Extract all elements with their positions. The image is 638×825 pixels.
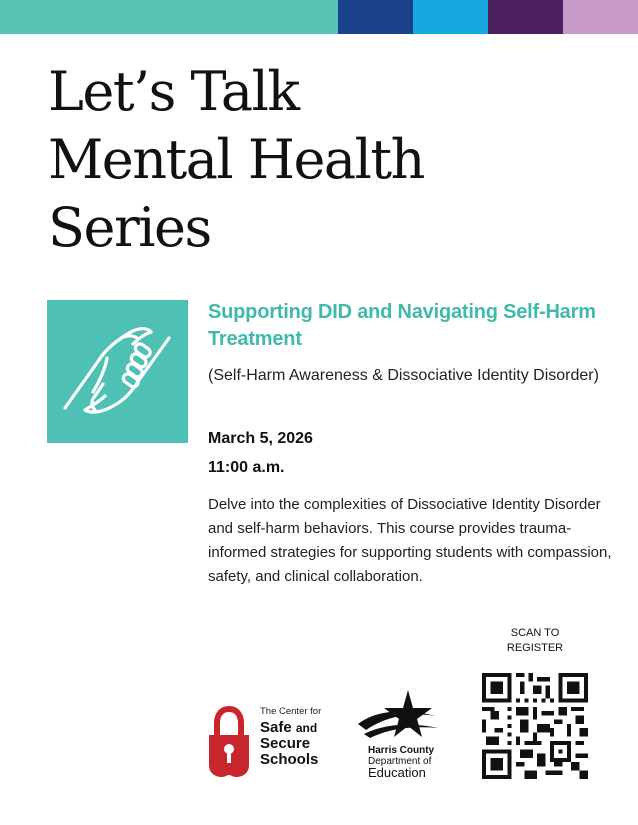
hcde-line-2: Department of — [368, 756, 432, 767]
safe-secure-schools-logo — [205, 705, 335, 780]
scan-to-register-label — [500, 626, 570, 656]
logo-center-secure: Secure — [260, 734, 311, 752]
color-stripe-navy — [338, 0, 413, 34]
session-title: Supporting DID and Navigating Self-Harm Treatment — [208, 301, 596, 350]
star-swoosh-icon — [356, 688, 446, 744]
hcde-line-1: Harris County — [368, 745, 435, 756]
title-line-2: Mental Health — [48, 128, 424, 191]
session-description: Delve into the complexities of Dissociative Identity Disorder and self-harm behaviors. This course provides trauma-informed strategies for supporting students with compassion, safety, and clinical collaboration. — [208, 496, 612, 585]
color-stripe-teal — [0, 0, 338, 34]
logo-center-schools: Schools — [260, 750, 319, 768]
color-stripe-blue — [413, 0, 488, 34]
series-title — [48, 58, 424, 262]
title-line-1: Let’s Talk — [48, 60, 299, 123]
logo-center-small: The Center for — [260, 706, 322, 717]
logo-center-and: and — [295, 720, 318, 735]
scan-line-1: SCAN TO — [510, 627, 560, 639]
title-line-3: Series — [48, 196, 211, 259]
hcde-logo — [356, 688, 456, 780]
session-subtitle: (Self-Harm Awareness & Dissociative Identity Disorder) — [208, 367, 599, 384]
qr-code-icon[interactable] — [482, 673, 588, 779]
session-time: 11:00 a.m. — [208, 459, 285, 476]
padlock-icon — [205, 705, 253, 779]
color-stripe-purple — [488, 0, 563, 34]
helping-hands-icon — [47, 300, 188, 443]
logo-center-safe: Safe — [260, 718, 292, 736]
session-date: March 5, 2026 — [208, 430, 313, 447]
color-stripe-lilac — [563, 0, 638, 34]
scan-line-2: REGISTER — [506, 642, 564, 654]
hcde-line-3: Education — [368, 765, 426, 780]
top-color-bar — [0, 0, 638, 34]
